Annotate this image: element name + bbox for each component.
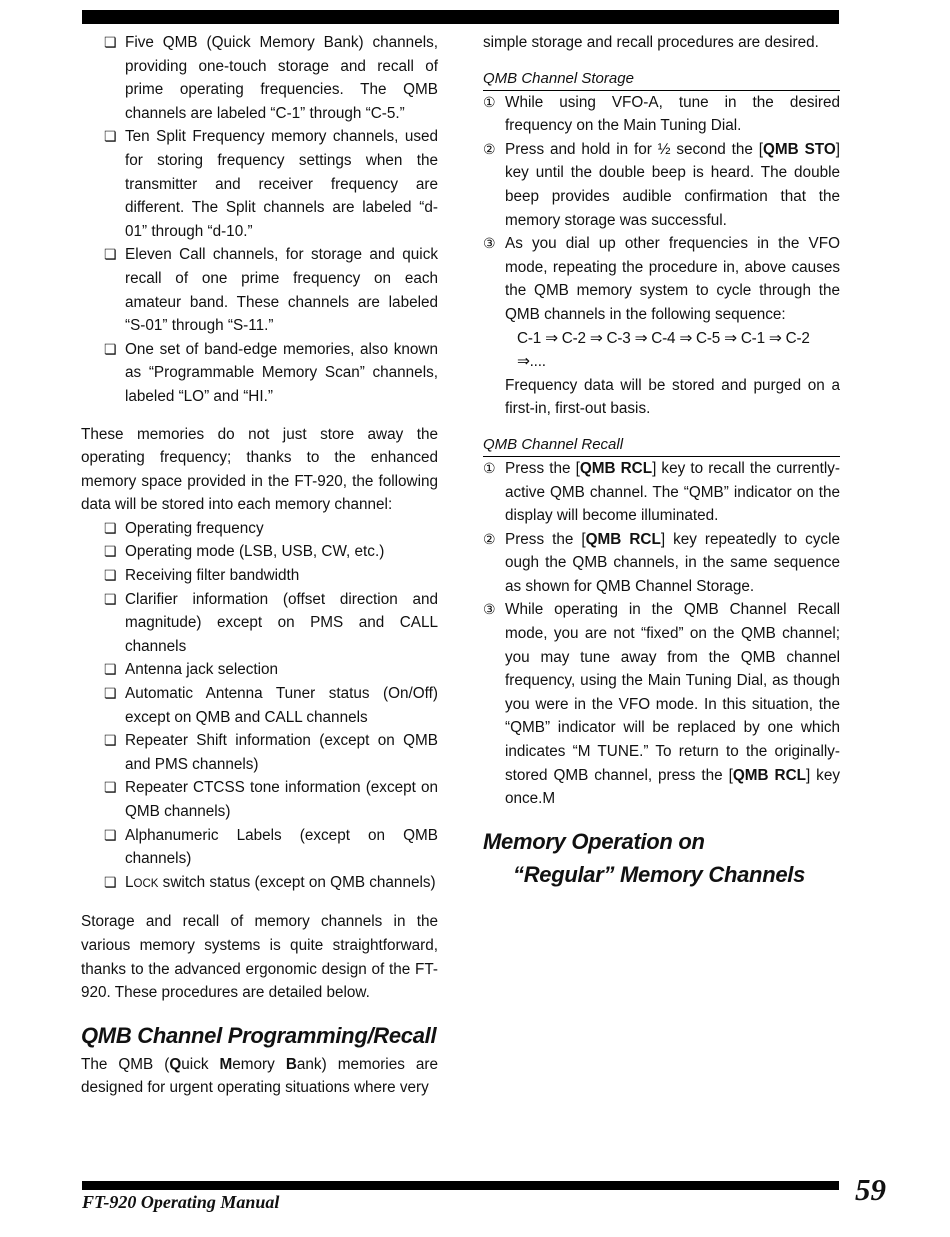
stored-data-list — [81, 517, 438, 897]
lock-label-text: switch status (except on QMB channels) — [158, 873, 436, 891]
list-item: ❏ Repeater CTCSS tone information (except on QMB channels) — [81, 776, 438, 823]
list-item: ❏ Eleven Call channels, for storage and quick recall of one prime frequency on each amateur band. These channels are labeled “S-01” through “S-11.” — [81, 243, 438, 337]
channel-sequence: C-1 ⇒ C-2 ⇒ C-3 ⇒ C-4 ⇒ C-5 ⇒ C-1 ⇒ C-2 ⇒.... — [517, 329, 810, 371]
list-item: ❏ Repeater Shift information (except on QMB and PMS channels) — [81, 729, 438, 776]
step-number: ② — [483, 530, 496, 547]
list-item: ❏ One set of band-edge memories, also known as “Programmable Memory Scan” channels, labeled “LO” and “HI.” — [81, 338, 438, 409]
qmb-recall-subheading: QMB Channel Recall — [483, 435, 840, 457]
storage-step-3-note: Frequency data will be stored and purged on a first-in, first-out basis. — [505, 376, 840, 418]
qmb-storage-subheading: QMB Channel Storage — [483, 69, 840, 91]
list-item: ❏ Receiving filter bandwidth — [81, 564, 438, 588]
lock-label-first: L — [125, 873, 134, 891]
list-item: ❏ Operating frequency — [81, 517, 438, 541]
list-item: ❏ Antenna jack selection — [81, 658, 438, 682]
list-item: ❏ Automatic Antenna Tuner status (On/Off) except on QMB and CALL channels — [81, 682, 438, 729]
memory-operation-heading: Memory Operation on “Regular” Memory Channels — [483, 828, 806, 887]
continued-paragraph: simple storage and recall procedures are desired. — [483, 34, 819, 51]
list-item: ❏ Clarifier information (offset direction and magnitude) except on PMS and CALL channels — [81, 588, 438, 659]
key-label: QMB RCL — [732, 766, 806, 784]
right-column — [483, 31, 840, 891]
page-number: 59 — [855, 1172, 886, 1207]
storage-recall-paragraph: Storage and recall of memory channels in the various memory systems is quite straightforward, thanks to the advanced ergonomic design of the FT-920. These procedures are detailed below. — [81, 913, 438, 1002]
left-column — [81, 31, 438, 1100]
step-number: ② — [483, 140, 496, 157]
manual-title: FT-920 Operating Manual — [82, 1192, 280, 1212]
qmb-section-heading: QMB Channel Programming/Recall — [81, 1022, 437, 1048]
step-number: ① — [483, 459, 496, 476]
list-item: ❏ Operating mode (LSB, USB, CW, etc.) — [81, 540, 438, 564]
memory-data-paragraph: These memories do not just store away the operating frequency; thanks to the enhanced memory space provided in the FT-920, the following data will be stored into each memory channel: — [81, 425, 438, 514]
qmb-intro-paragraph: The QMB (Quick Memory Bank) memories are designed for urgent operating situations where very — [81, 1055, 439, 1097]
list-item: ❏ Ten Split Frequency memory channels, used for storing frequency settings when the transmitter and receiver frequency are different. The Split channels are labeled “d-01” through “d-10.” — [81, 125, 438, 243]
memory-types-list — [81, 31, 438, 409]
recall-step-3: ③ While operating in the QMB Channel Recall mode, you are not “fixed” on the QMB channel; you may tune away from the QMB channel frequency, using the Main Tuning Dial, as though you were in the VFO mode. In this situation, the “QMB” indicator will be replaced by one which indicates “M TUNE.” To return to the originally-stored QMB channel, press the [QMB RCL] key once.M — [483, 598, 840, 810]
storage-step-1: ① While using VFO-A, tune in the desired frequency on the Main Tuning Dial. — [483, 91, 840, 138]
key-label: QMB RCL — [579, 459, 653, 477]
list-item: ❏ Five QMB (Quick Memory Bank) channels, providing one-touch storage and recall of prime operating frequencies. The QMB channels are labeled “C-1” through “C-5.” — [81, 31, 438, 125]
storage-step-3: ③ As you dial up other frequencies in the VFO mode, repeating the procedure in, above causes the QMB memory system to cycle through the QMB channels in the following sequence: — [483, 232, 840, 326]
key-label: QMB STO — [763, 140, 836, 158]
lock-label-rest: OCK — [133, 877, 159, 890]
step-number: ③ — [483, 601, 496, 618]
step-number: ③ — [483, 235, 496, 252]
storage-step-2: ② Press and hold in for ½ second the [QMB STO] key until the double beep is heard. The double beep provides audible confirmation that the memory storage was successful. — [483, 138, 840, 232]
key-label: QMB RCL — [585, 530, 661, 548]
bottom-rule — [82, 1181, 839, 1190]
recall-step-1: ① Press the [QMB RCL] key to recall the currently-active QMB channel. The “QMB” indicator on the display will become illuminated. — [483, 457, 840, 528]
top-rule — [82, 10, 839, 24]
list-item: ❏ Alphanumeric Labels (except on QMB channels) — [81, 824, 438, 871]
list-item-lock — [81, 871, 438, 897]
step-number: ① — [483, 93, 496, 110]
recall-step-2: ② Press the [QMB RCL] key repeatedly to cycle ough the QMB channels, in the same sequence as shown for QMB Channel Storage. — [483, 528, 840, 599]
